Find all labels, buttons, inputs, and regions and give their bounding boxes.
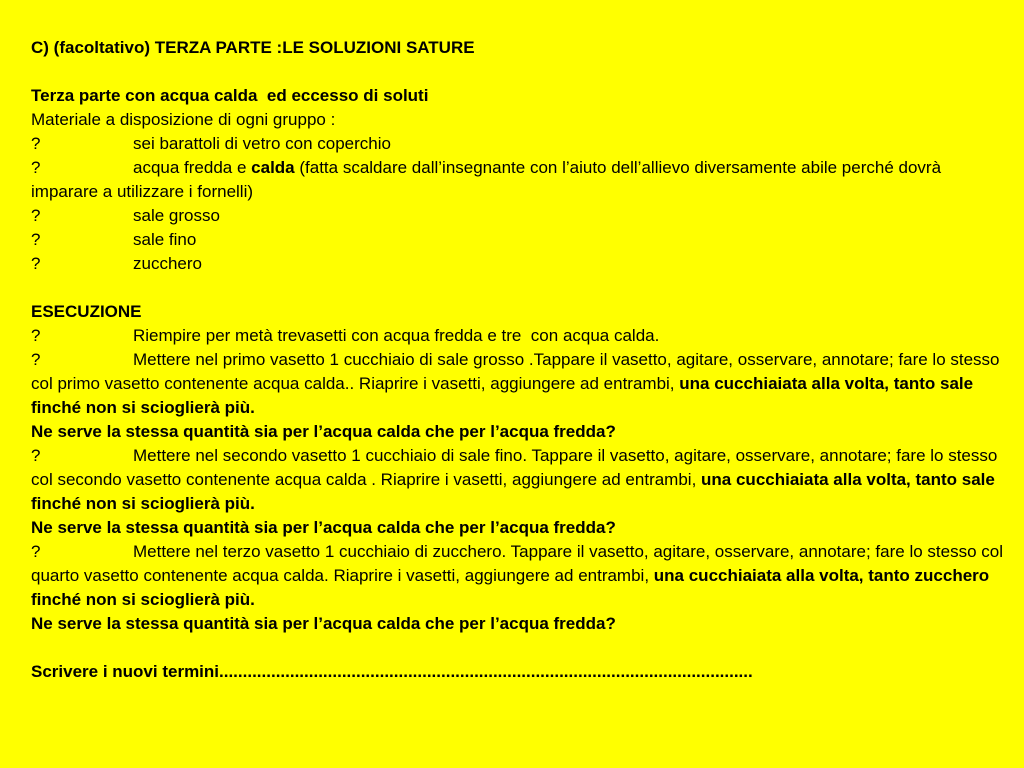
spacer	[31, 60, 1006, 84]
slide-content	[31, 36, 1006, 684]
step-text-bold: una cucchiaiata alla volta, tanto sale finché non si scioglierà più.	[31, 374, 974, 417]
bullet-mark: ?	[31, 542, 41, 561]
question-text: Ne serve la stessa quantità sia per l’acqua calda che per l’acqua fredda?	[31, 614, 616, 633]
list-item	[31, 228, 1006, 252]
list-item-text: sale grosso	[133, 206, 220, 225]
list-item-text: acqua fredda e	[133, 158, 252, 177]
bullet-mark: ?	[31, 158, 41, 177]
step-text-bold: una cucchiaiata alla volta, tanto sale finché non si scioglierà più.	[31, 470, 995, 513]
bullet-mark: ?	[31, 206, 41, 225]
list-item	[31, 252, 1006, 276]
list-item-text: (fatta scaldare dall’insegnante con l’aiuto dell’allievo diversamente abile perché dovrà imparare a utilizzare i fornelli)	[31, 158, 942, 201]
list-item-text: sei barattoli di vetro con coperchio	[133, 134, 391, 153]
spacer	[31, 636, 1006, 660]
page-title: C) (facoltativo) TERZA PARTE :LE SOLUZIONI SATURE	[31, 38, 475, 57]
section-title-materials: Terza parte con acqua calda ed eccesso di soluti	[31, 86, 429, 105]
question-text: Ne serve la stessa quantità sia per l’acqua calda che per l’acqua fredda?	[31, 518, 616, 537]
bullet-mark: ?	[31, 230, 41, 249]
list-item	[31, 132, 1006, 156]
list-item	[31, 204, 1006, 228]
step-item	[31, 444, 1006, 516]
materials-intro: Materiale a disposizione di ogni gruppo :	[31, 110, 336, 129]
step-item	[31, 324, 1006, 348]
bullet-mark: ?	[31, 326, 41, 345]
step-item	[31, 540, 1006, 612]
step-item	[31, 348, 1006, 420]
step-text-bold: una cucchiaiata alla volta, tanto zucchero finché non si scioglierà più.	[31, 566, 990, 609]
spacer	[31, 276, 1006, 300]
step-text: Mettere nel primo vasetto 1 cucchiaio di sale grosso .Tappare il vasetto, agitare, osservare, annotare; fare lo stesso col primo vasetto contenente acqua calda.. Riaprire i vasetti, aggiungere ad entrambi,	[31, 350, 1000, 393]
list-item	[31, 156, 1006, 204]
list-item-text-bold: calda	[251, 158, 295, 177]
bullet-mark: ?	[31, 446, 41, 465]
question-text: Ne serve la stessa quantità sia per l’acqua calda che per l’acqua fredda?	[31, 422, 616, 441]
bullet-mark: ?	[31, 350, 41, 369]
list-item-text: zucchero	[133, 254, 202, 273]
bullet-mark: ?	[31, 254, 41, 273]
bullet-mark: ?	[31, 134, 41, 153]
list-item-text: sale fino	[133, 230, 197, 249]
footer-prompt: Scrivere i nuovi termini.................................................................................................................	[31, 662, 753, 681]
step-text: Mettere nel secondo vasetto 1 cucchiaio di sale fino. Tappare il vasetto, agitare, osservare, annotare; fare lo stesso col secondo vasetto contenente acqua calda . Riaprire i vasetti, aggiungere ad entrambi,	[31, 446, 998, 489]
section-title-execution: ESECUZIONE	[31, 302, 142, 321]
step-text: Mettere nel terzo vasetto 1 cucchiaio di zucchero. Tappare il vasetto, agitare, osservare, annotare; fare lo stesso col quarto vasetto contenente acqua calda. Riaprire i vasetti, aggiungere ad entrambi,	[31, 542, 1003, 585]
step-text: Riempire per metà trevasetti con acqua fredda e tre con acqua calda.	[133, 326, 660, 345]
